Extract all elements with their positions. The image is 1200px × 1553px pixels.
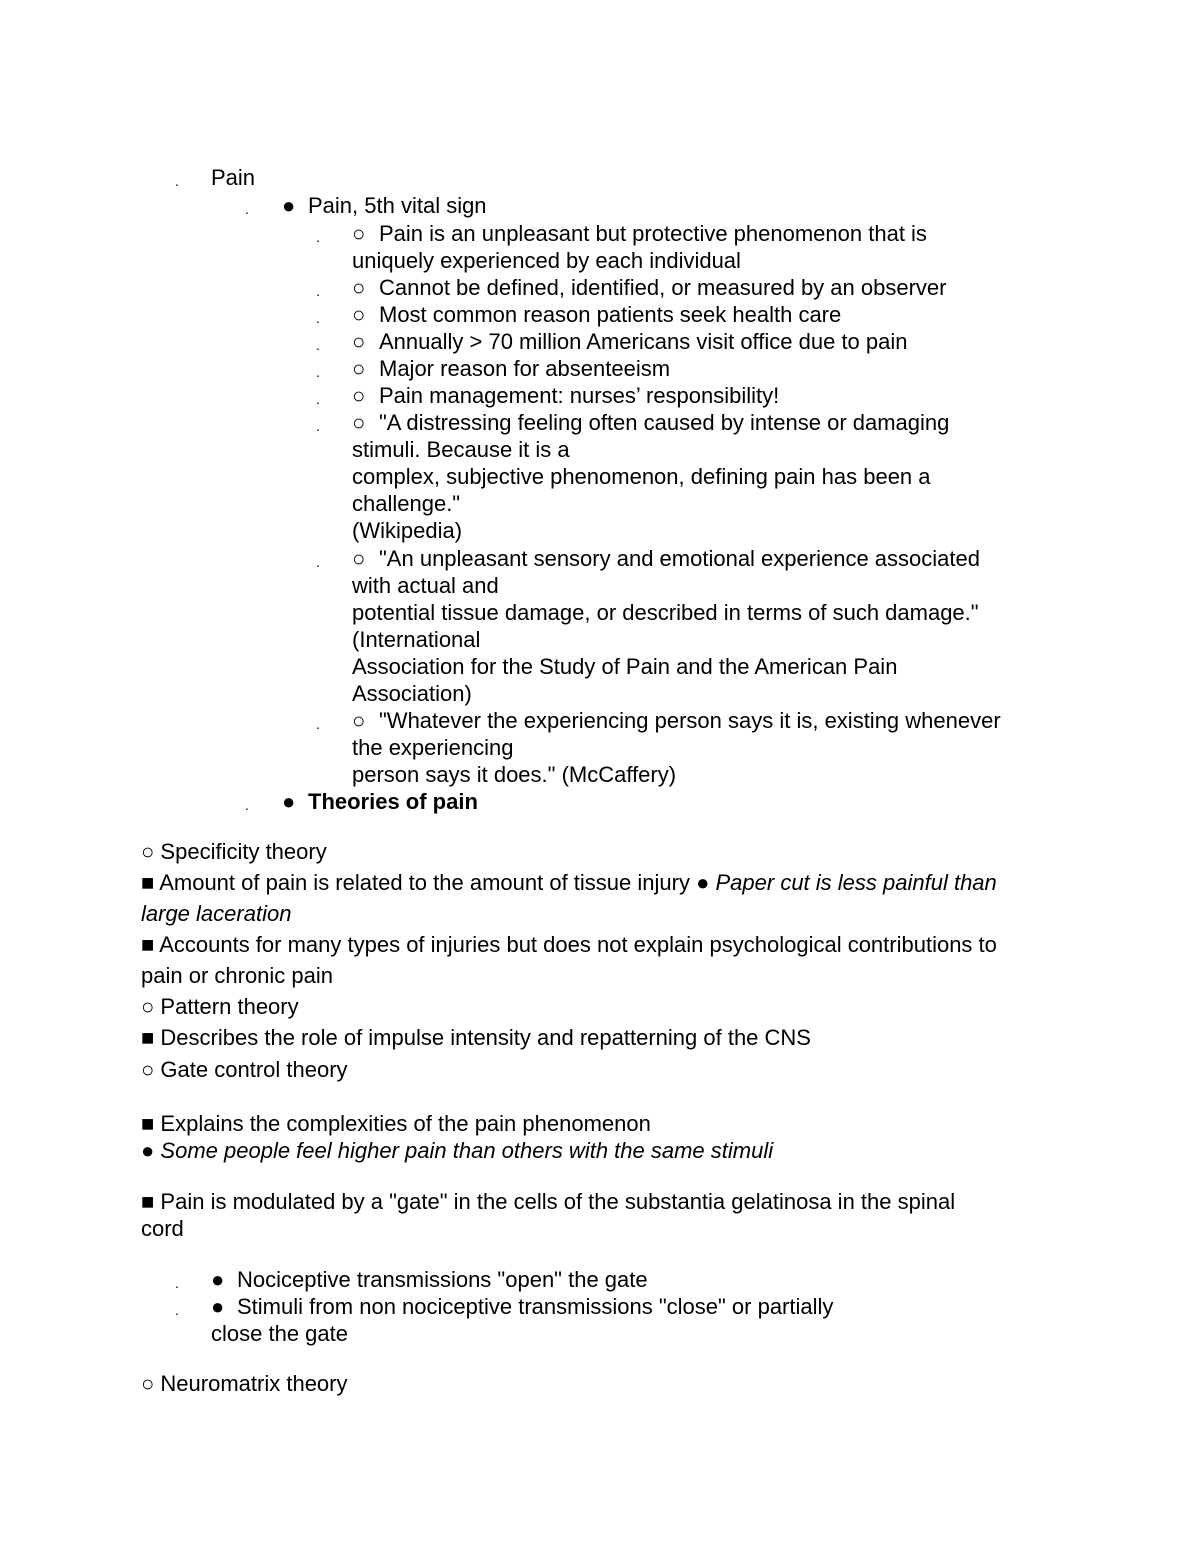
square-bullet-icon: ■ [141,1111,155,1136]
list-marker-dot: . [316,337,320,353]
outline-title: Pain [211,165,256,190]
item-text: challenge." [352,491,461,516]
section-heading [282,788,478,816]
item-text: Association for the Study of Pain and the American Pain [352,654,898,679]
item-text: Nociceptive transmissions "open" the gate [237,1267,648,1292]
list-item [211,1293,833,1321]
filled-bullet-icon: ● [696,870,710,895]
list-marker-dot: . [175,1302,179,1318]
list-item [352,328,908,356]
hollow-bullet-icon: ○ [141,1057,155,1082]
list-marker-dot: . [245,201,249,217]
item-text: (Wikipedia) [352,518,463,543]
list-marker-dot: . [316,283,320,299]
list-item [141,1024,811,1052]
item-text: "An unpleasant sensory and emotional experience associated [379,546,980,571]
list-item [211,1266,648,1294]
item-text: Association) [352,681,472,706]
list-item [141,838,327,866]
list-marker-dot: . [316,554,320,570]
list-item [352,355,670,383]
item-text: Explains the complexities of the pain phenomenon [160,1111,651,1136]
list-item [141,931,997,959]
hollow-bullet-icon: ○ [352,356,366,381]
hollow-bullet-icon: ○ [141,994,155,1019]
hollow-bullet-icon: ○ [352,410,366,435]
item-text: uniquely experienced by each individual [352,248,741,273]
list-item [352,274,946,302]
filled-bullet-icon: ● [211,1294,225,1319]
filled-bullet-icon: ● [282,193,296,218]
item-text: Accounts for many types of injuries but does not explain psychological contributions to [159,932,997,957]
item-text: "A distressing feeling often caused by intense or damaging [379,410,950,435]
item-text: close the gate [211,1321,348,1346]
item-text: Cannot be defined, identified, or measured by an observer [379,275,947,300]
list-item [141,1110,651,1138]
square-bullet-icon: ■ [141,1189,155,1214]
hollow-bullet-icon: ○ [352,546,366,571]
square-bullet-icon: ■ [141,1025,155,1050]
list-marker-dot: . [316,310,320,326]
hollow-bullet-icon: ○ [352,302,366,327]
item-text: with actual and [352,573,499,598]
list-item [141,1137,773,1165]
list-item [352,220,927,248]
list-marker-dot: . [175,173,179,189]
filled-bullet-icon: ● [282,789,296,814]
list-item [352,707,1001,735]
list-marker-dot: . [316,364,320,380]
item-text: person says it does." (McCaffery) [352,762,677,787]
hollow-bullet-icon: ○ [141,839,155,864]
item-text: cord [141,1216,184,1241]
list-marker-dot: . [175,1275,179,1291]
example-text: Paper cut is less painful than [715,870,997,895]
item-text: Annually > 70 million Americans visit office due to pain [379,329,908,354]
list-item [352,301,841,329]
list-item [352,382,779,410]
vital-sign-label: Pain, 5th vital sign [308,193,487,218]
item-text: (International [352,627,481,652]
item-text: Major reason for absenteeism [379,356,671,381]
item-text: "Whatever the experiencing person says it is, existing whenever [379,708,1001,733]
item-text: Pain management: nurses’ responsibility! [379,383,780,408]
list-item [352,409,949,437]
gate-control-theory: Gate control theory [160,1057,348,1082]
item-text: pain or chronic pain [141,963,334,988]
square-bullet-icon: ■ [141,932,155,957]
list-marker-dot: . [316,229,320,245]
list-item [282,192,487,220]
list-marker-dot: . [316,716,320,732]
filled-bullet-icon: ● [141,1138,155,1163]
hollow-bullet-icon: ○ [352,329,366,354]
item-text: the experiencing [352,735,514,760]
list-marker-dot: . [245,797,249,813]
item-text: Amount of pain is related to the amount of tissue injury [159,870,690,895]
list-item [352,545,980,573]
hollow-bullet-icon: ○ [141,1371,155,1396]
list-item [141,869,997,897]
list-marker-dot: . [316,418,320,434]
item-text: Most common reason patients seek health care [379,302,842,327]
example-text: large laceration [141,901,292,926]
square-bullet-icon: ■ [141,870,155,895]
list-item [141,993,299,1021]
theories-heading: Theories of pain [308,789,478,814]
hollow-bullet-icon: ○ [352,275,366,300]
item-text: stimuli. Because it is a [352,437,570,462]
example-text: Some people feel higher pain than others with the same stimuli [160,1138,774,1163]
list-marker-dot: . [316,391,320,407]
item-text: Describes the role of impulse intensity and repatterning of the CNS [160,1025,811,1050]
list-item [141,1056,348,1084]
hollow-bullet-icon: ○ [352,221,366,246]
item-text: Stimuli from non nociceptive transmissions "close" or partially [237,1294,834,1319]
filled-bullet-icon: ● [211,1267,225,1292]
list-item [141,1188,955,1216]
item-text: Pain is an unpleasant but protective phenomenon that is [379,221,927,246]
hollow-bullet-icon: ○ [352,383,366,408]
specificity-theory: Specificity theory [160,839,327,864]
hollow-bullet-icon: ○ [352,708,366,733]
item-text: Pain is modulated by a "gate" in the cells of the substantia gelatinosa in the spinal [160,1189,956,1214]
neuromatrix-theory: Neuromatrix theory [160,1371,348,1396]
list-item [141,1370,348,1398]
item-text: potential tissue damage, or described in terms of such damage." [352,600,979,625]
pattern-theory: Pattern theory [160,994,299,1019]
item-text: complex, subjective phenomenon, defining pain has been a [352,464,931,489]
